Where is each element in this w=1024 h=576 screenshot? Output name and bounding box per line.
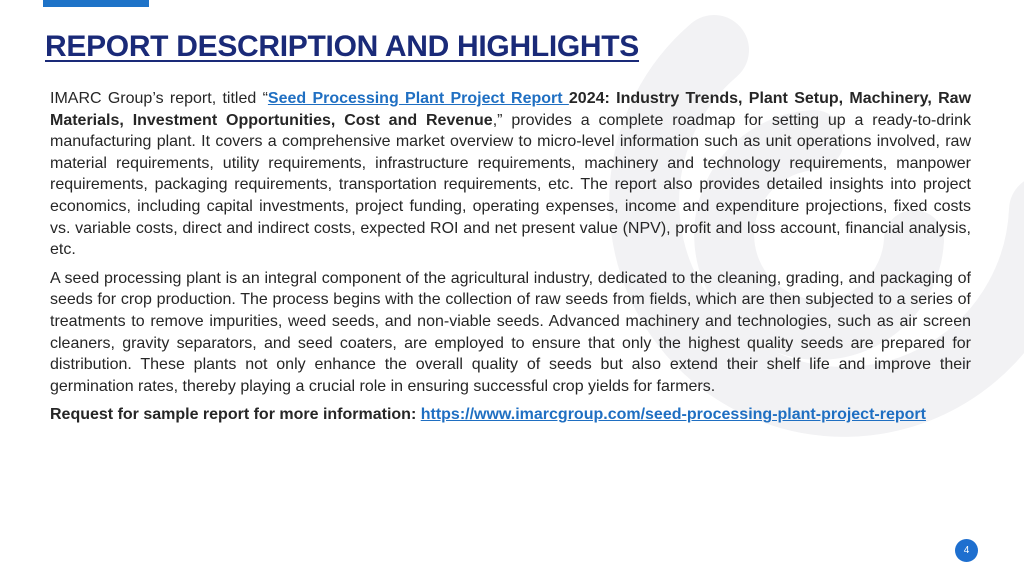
report-title-link[interactable]: Seed Processing Plant Project Report bbox=[267, 90, 569, 107]
sample-report-link[interactable]: https://www.imarcgroup.com/seed-processing-plant-project-report bbox=[420, 406, 926, 424]
top-accent-bar bbox=[43, 0, 149, 7]
request-label: Request for sample report for more information: bbox=[50, 406, 421, 424]
page-title: REPORT DESCRIPTION AND HIGHLIGHTS bbox=[45, 30, 640, 63]
report-overview-paragraph bbox=[50, 88, 971, 261]
seed-plant-paragraph: A seed processing plant is an integral component of the agricultural industry, dedicated to the cleaning, grading, and packaging of seeds for crop production. The process begins with the collection of raw seeds from fields, which are then subjected to a series of treatments to remove impurities, weed seeds, and non-viable seeds. Advanced machinery and technologies, such as air screen cleaners, gravity separators, and seed coaters, are employed to ensure that only the highest quality seeds are prepared for distribution. These plants not only enhance the overall quality of seeds but also extend their shelf life and improve their germination rates, thereby playing a crucial role in ensuring successful crop yields for farmers. bbox=[50, 269, 971, 395]
page-number-badge: 4 bbox=[955, 539, 978, 562]
report-title-bold: 2024: Industry Trends, Plant Setup, Machinery, Raw Materials, Investment Opportunities, Cost and Revenue bbox=[50, 90, 972, 129]
overview-intro: IMARC Group’s report, titled “ bbox=[50, 90, 268, 107]
request-sample-line bbox=[50, 404, 971, 426]
overview-body: ,” provides a complete roadmap for setting up a ready-to-drink manufacturing plant. It covers a comprehensive market overview to micro-level information such as unit operations involved, raw material requirements, utility requirements, infrastructure requirements, machinery and technology requirements, manpower requirements, packaging requirements, transportation requirements, etc. The report also provides detailed insights into project economics, including capital investments, project funding, operating expenses, income and expenditure projections, fixed costs vs. variable costs, direct and indirect costs, expected ROI and net present value (NPV), profit and loss account, financial analysis, etc. bbox=[50, 111, 972, 259]
report-description bbox=[50, 88, 971, 433]
